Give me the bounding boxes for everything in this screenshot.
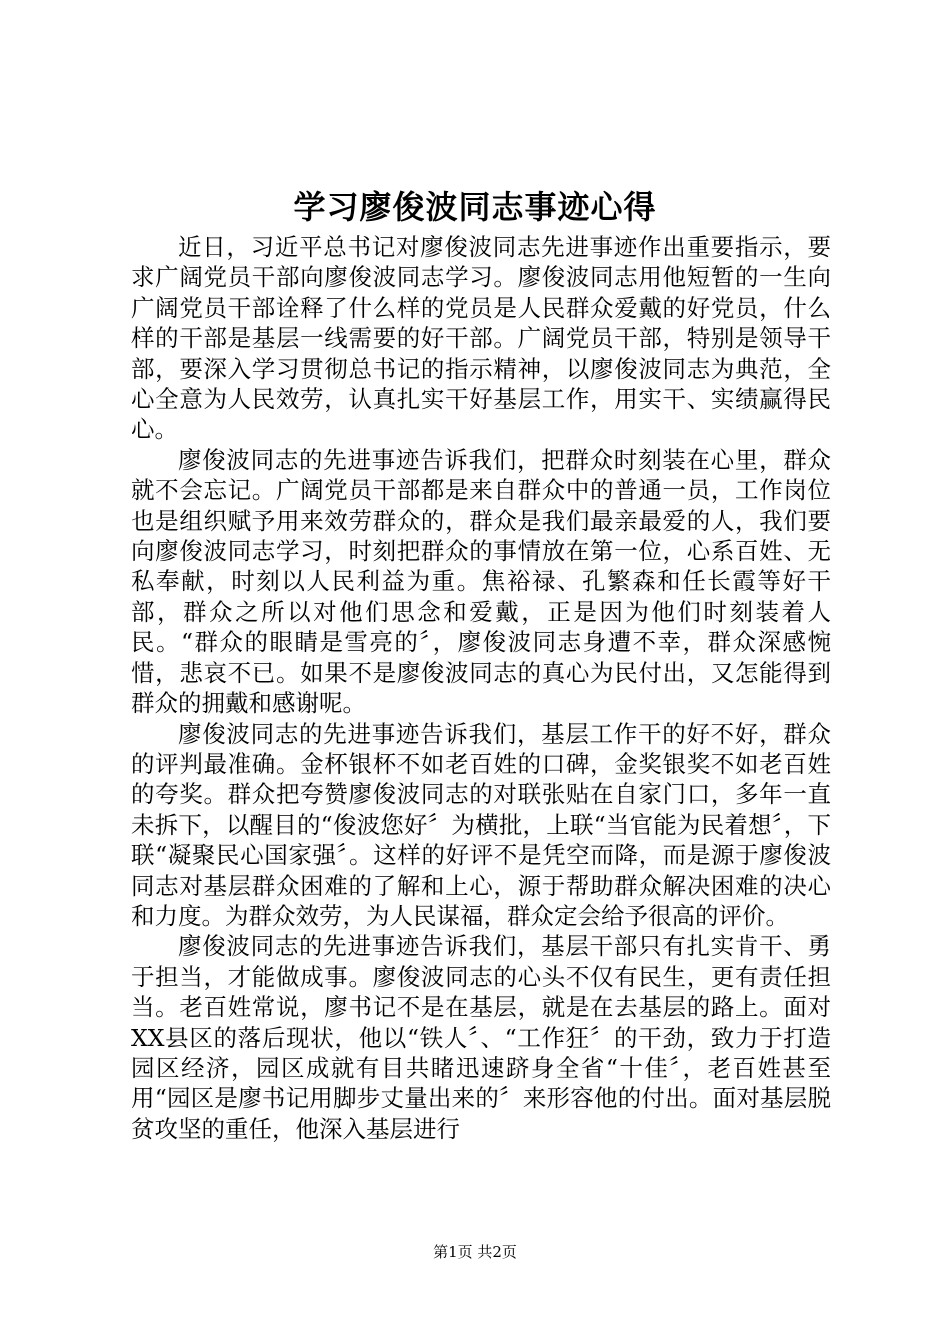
paragraph-3: 廖俊波同志的先进事迹告诉我们，基层工作干的好不好，群众的评判最准确。金杯银杯不如老百姓的口碑，金奖银奖不如老百姓的夸奖。群众把夸赞廖俊波同志的对联张贴在自家门口，多年一直未拆下，以醒目的“俊波您好〞为横批，上联“当官能为民着想〞，下联“凝聚民心国家强〞。这样的好评不是凭空而降，而是源于廖俊波同志对基层群众困难的了解和上心，源于帮助群众解决困难的决心和力度。为群众效劳，为人民谋福，群众定会给予很高的评价。 xyxy=(131,719,831,930)
paragraph-1: 近日，习近平总书记对廖俊波同志先进事迹作出重要指示，要求广阔党员干部向廖俊波同志学习。廖俊波同志用他短暂的一生向广阔党员干部诠释了什么样的党员是人民群众爱戴的好党员，什么样的干部是基层一线需要的好干部。广阔党员干部，特别是领导干部，要深入学习贯彻总书记的指示精神，以廖俊波同志为典范，全心全意为人民效劳，认真扎实干好基层工作，用实干、实绩赢得民心。 xyxy=(131,233,831,444)
document-body xyxy=(131,232,831,1144)
document-title: 学习廖俊波同志事迹心得 xyxy=(293,188,657,226)
page-number-footer: 第1页 共2页 xyxy=(433,1243,517,1261)
paragraph-4: 廖俊波同志的先进事迹告诉我们，基层干部只有扎实肯干、勇于担当，才能做成事。廖俊波同志的心头不仅有民生，更有责任担当。老百姓常说，廖书记不是在基层，就是在去基层的路上。面对XX县区的落后现状，他以“铁人〞、“工作狂〞的干劲，致力于打造园区经济，园区成就有目共睹迅速跻身全省“十佳〞，老百姓甚至用“园区是廖书记用脚步丈量出来的〞来形容他的付出。面对基层脱贫攻坚的重任，他深入基层进行 xyxy=(131,932,831,1143)
paragraph-2: 廖俊波同志的先进事迹告诉我们，把群众时刻装在心里，群众就不会忘记。广阔党员干部都是来自群众中的普通一员，工作岗位也是组织赋予用来效劳群众的，群众是我们最亲最爱的人，我们要向廖俊波同志学习，时刻把群众的事情放在第一位，心系百姓、无私奉献，时刻以人民利益为重。焦裕禄、孔繁森和任长霞等好干部，群众之所以对他们思念和爱戴，正是因为他们时刻装着人民。“群众的眼睛是雪亮的〞，廖俊波同志身遭不幸，群众深感惋惜，悲哀不已。如果不是廖俊波同志的真心为民付出，又怎能得到群众的拥戴和感谢呢。 xyxy=(131,445,831,718)
